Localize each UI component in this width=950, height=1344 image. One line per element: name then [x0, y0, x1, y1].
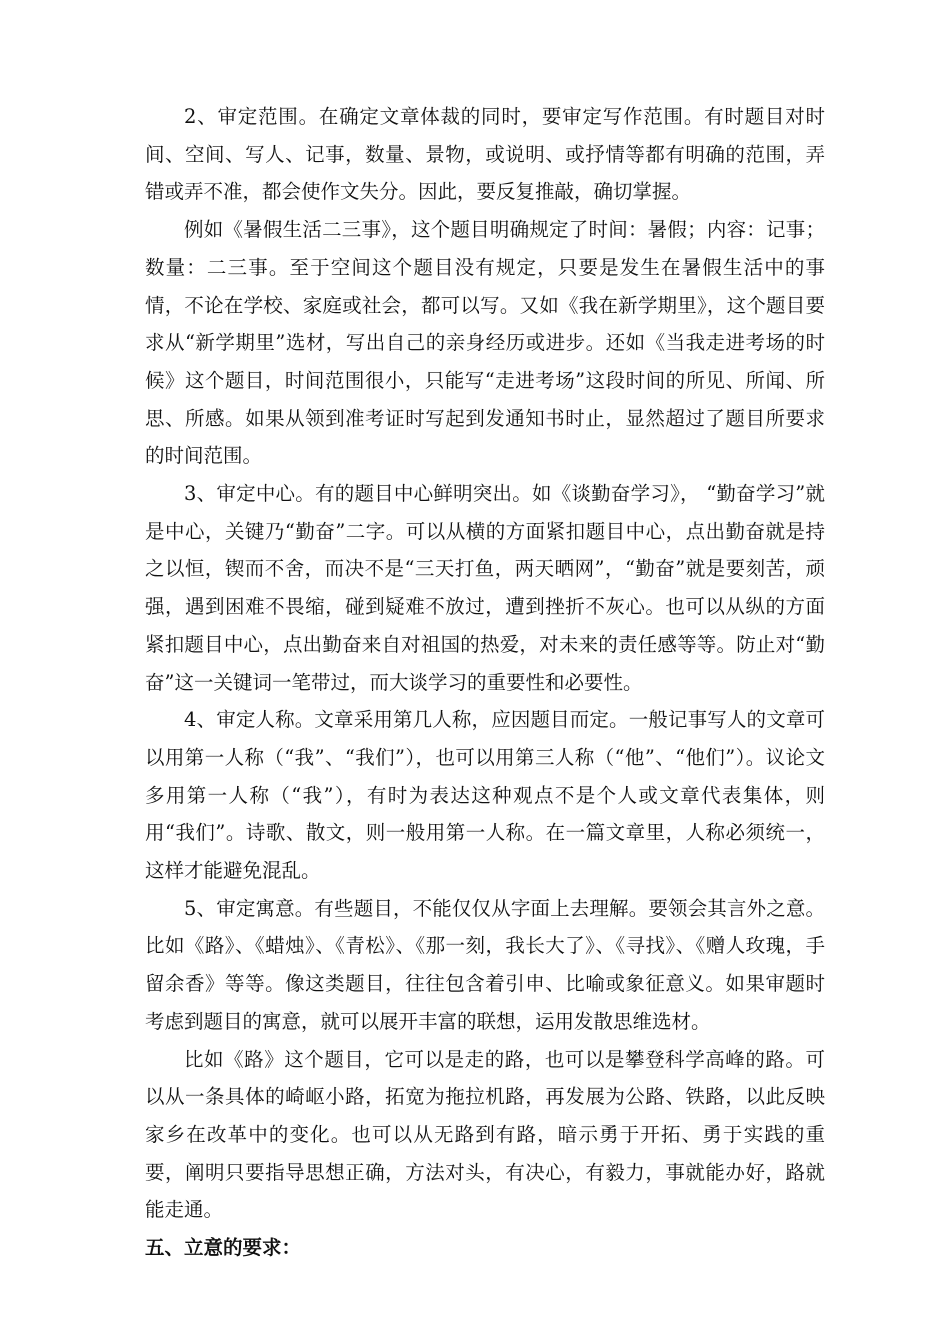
document-body — [145, 98, 825, 1267]
paragraph-person: 4、审定人称。文章采用第几人称，应因题目而定。一般记事写人的文章可以用第一人称（“我”、“我们”），也可以用第三人称（“他”、“他们”）。议论文多用第一人称（“我”），有时为表达这种观点不是个人或文章代表集体，则用“我们”。诗歌、散文，则一般用第一人称。在一篇文章里，人称必须统一，这样才能避免混乱。 — [145, 708, 825, 883]
paragraph-center: 3、审定中心。有的题目中心鲜明突出。如《谈勤奋学习》， “勤奋学习”就是中心，关键乃“勤奋”二字。可以从横的方面紧扣题目中心，点出勤奋就是持之以恒，锲而不舍，而决不是“三天打鱼，两天晒网”，“勤奋”就是要刻苦，顽强，遇到困难不畏缩，碰到疑难不放过，遭到挫折不灰心。也可以从纵的方面紧扣题目中心，点出勤奋来自对祖国的热爱，对未来的责任感等等。防止对“勤奋”这一关键词一笔带过，而大谈学习的重要性和必要性。 — [145, 482, 825, 694]
paragraph-scope: 2、审定范围。在确定文章体裁的同时，要审定写作范围。有时题目对时间、空间、写人、记事，数量、景物，或说明、或抒情等都有明确的范围，弄错或弄不准，都会使作文失分。因此，要反复推敲，确切掌握。 — [145, 105, 825, 204]
section-heading: 五、立意的要求： — [145, 1236, 302, 1260]
paragraph-implied-meaning: 5、审定寓意。有些题目，不能仅仅从字面上去理解。要领会其言外之意。比如《路》、《蜡烛》、《青松》、《那一刻，我长大了》、《寻找》、《赠人玫瑰，手留余香》等等。像这类题目，往往包含着引申、比喻或象征意义。如果审题时考虑到题目的寓意，就可以展开丰富的联想，运用发散思维选材。 — [145, 896, 825, 1033]
paragraph-road-example: 比如《路》这个题目，它可以是走的路，也可以是攀登科学高峰的路。可以从一条具体的崎岖小路，拓宽为拖拉机路，再发展为公路、铁路，以此反映家乡在改革中的变化。也可以从无路到有路，暗示勇于开拓、勇于实践的重要，阐明只要指导思想正确，方法对头，有决心，有毅力，事就能办好，路就能走通。 — [145, 1047, 825, 1222]
paragraph-scope-example: 例如《暑假生活二三事》，这个题目明确规定了时间：暑假；内容：记事；数量：二三事。至于空间这个题目没有规定，只要是发生在暑假生活中的事情，不论在学校、家庭或社会，都可以写。又如《我在新学期里》，这个题目要求从“新学期里”选材，写出自己的亲身经历或进步。还如《当我走进考场的时候》这个题目，时间范围很小，只能写“走进考场”这段时间的所见、所闻、所思、所感。如果从领到准考证时写起到发通知书时止，显然超过了题目所要求的时间范围。 — [145, 218, 825, 468]
